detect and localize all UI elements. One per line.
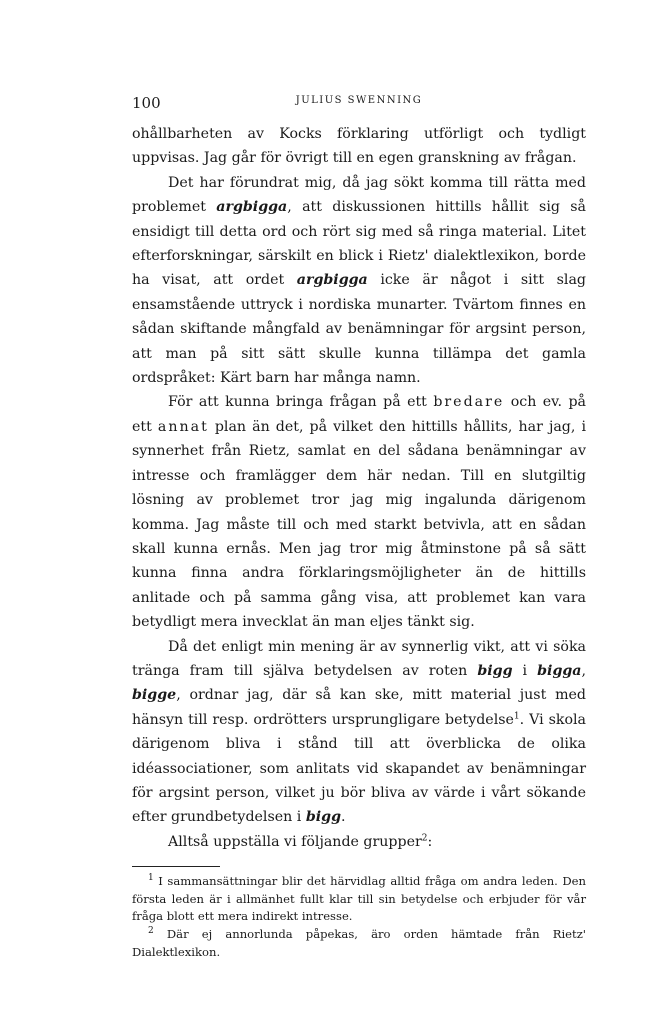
footnotes <box>132 873 586 961</box>
running-head: JULIUS SWENNING <box>295 95 423 106</box>
footnote-divider <box>132 866 220 867</box>
footnote-2-text: Där ej annorlunda påpekas, äro orden hämtade från Rietz' Dialektlexikon. <box>132 926 586 959</box>
p3-text-a: För att kunna bringa frågan på ett <box>168 394 434 411</box>
p4-text-j: . <box>341 809 346 826</box>
p3-spaced-bredare: bredare <box>433 394 505 411</box>
paragraph-3 <box>132 390 586 634</box>
p5-text-a: Alltså uppställa vi följande grupper <box>168 833 422 850</box>
p4-text-c: i <box>512 662 538 679</box>
footnote-ref-1[interactable]: 1 <box>513 711 520 722</box>
footnote-ref-2[interactable]: 2 <box>421 833 428 844</box>
p2-term-argbigga-2: argbigga <box>296 272 368 289</box>
paragraph-5 <box>132 830 586 854</box>
paragraph-1-text: ohållbarheten av Kocks förklaring utförligt och tydligt uppvisas. Jag går för övrigt till en egen granskning av frågan. <box>132 126 586 167</box>
footnote-2 <box>132 926 586 961</box>
paragraph-1 <box>132 122 586 171</box>
page-number: 100 <box>132 94 161 112</box>
body-text <box>132 122 586 854</box>
p4-term-bigg-2: bigg <box>305 809 341 826</box>
p4-term-bigga: bigga <box>537 662 582 679</box>
paragraph-4 <box>132 635 586 830</box>
footnote-2-mark: 2 <box>148 926 154 937</box>
p3-text-c: och ev. på ett <box>132 394 586 435</box>
p4-term-bigge: bigge <box>132 687 177 704</box>
p4-text-h: . Vi skola därigenom bliva i stånd till att överblicka de olika idéassociationer, som anlitats vid skapandet av benämningar för argsint person, vilket ju bör bliva av värde i vårt sökande efter grundbetydelsen i <box>132 711 586 826</box>
p2-term-argbigga: argbigga <box>216 199 288 216</box>
paragraph-2 <box>132 171 586 391</box>
p2-text-c: , att diskussionen hittills hållit sig så ensidigt till detta ord och rört sig med så ringa material. Litet efterforskningar, särskilt en blick i Rietz' dialektlexikon, borde ha visat, att ordet <box>132 199 586 289</box>
p4-term-bigg: bigg <box>477 662 513 679</box>
p2-text-a: Det har förundrat mig, då jag sökt komma till rätta med problemet <box>132 174 586 216</box>
page-header <box>132 94 586 116</box>
p5-text-b: : <box>427 833 433 850</box>
footnote-1-text: I sammansättningar blir det härvidlag alltid fråga om andra leden. Den första leden är i allmänhet fullt klar till sin betydelse och erbjuder för vår fråga blott ett mera indirekt intresse. <box>132 874 587 924</box>
p4-text-e: , <box>581 662 586 679</box>
p4-text-g: , ordnar jag, där så kan ske, mitt material just med hänsyn till resp. ordrötters ursprungligare betydelse <box>132 687 586 728</box>
p3-spaced-annat: annat <box>157 418 209 435</box>
footnote-1 <box>132 873 586 926</box>
p2-text-e: icke är något i sitt slag ensamstående uttryck i nordiska munarter. Tvärtom finnes en sådan skiftande mångfald av benämningar för argsint person, att man på sitt sätt skulle kunna tillämpa det gamla ordspråket: Kärt barn har många namn. <box>132 272 586 387</box>
p4-text-a: Då det enligt min mening är av synnerlig vikt, att vi söka tränga fram till själva betydelsen av roten <box>132 638 586 679</box>
book-page <box>132 94 586 961</box>
footnote-1-mark: 1 <box>148 873 154 884</box>
p3-text-e: plan än det, på vilket den hittills hållits, har jag, i synnerhet från Rietz, samlat en del sådana benämningar av intresse och framlägger dem här nedan. Till en slutgiltig lösning av problemet tror jag mig ingalunda därigenom komma. Jag måste till och med starkt betvivla, att en sådan skall kunna ernås. Men jag tror mig åtminstone på så sätt kunna finna andra förklaringsmöjligheter än de hittills anlitade och på samma gång visa, att problemet kan vara betydligt mera invecklat än man eljes tänkt sig. <box>132 418 586 631</box>
